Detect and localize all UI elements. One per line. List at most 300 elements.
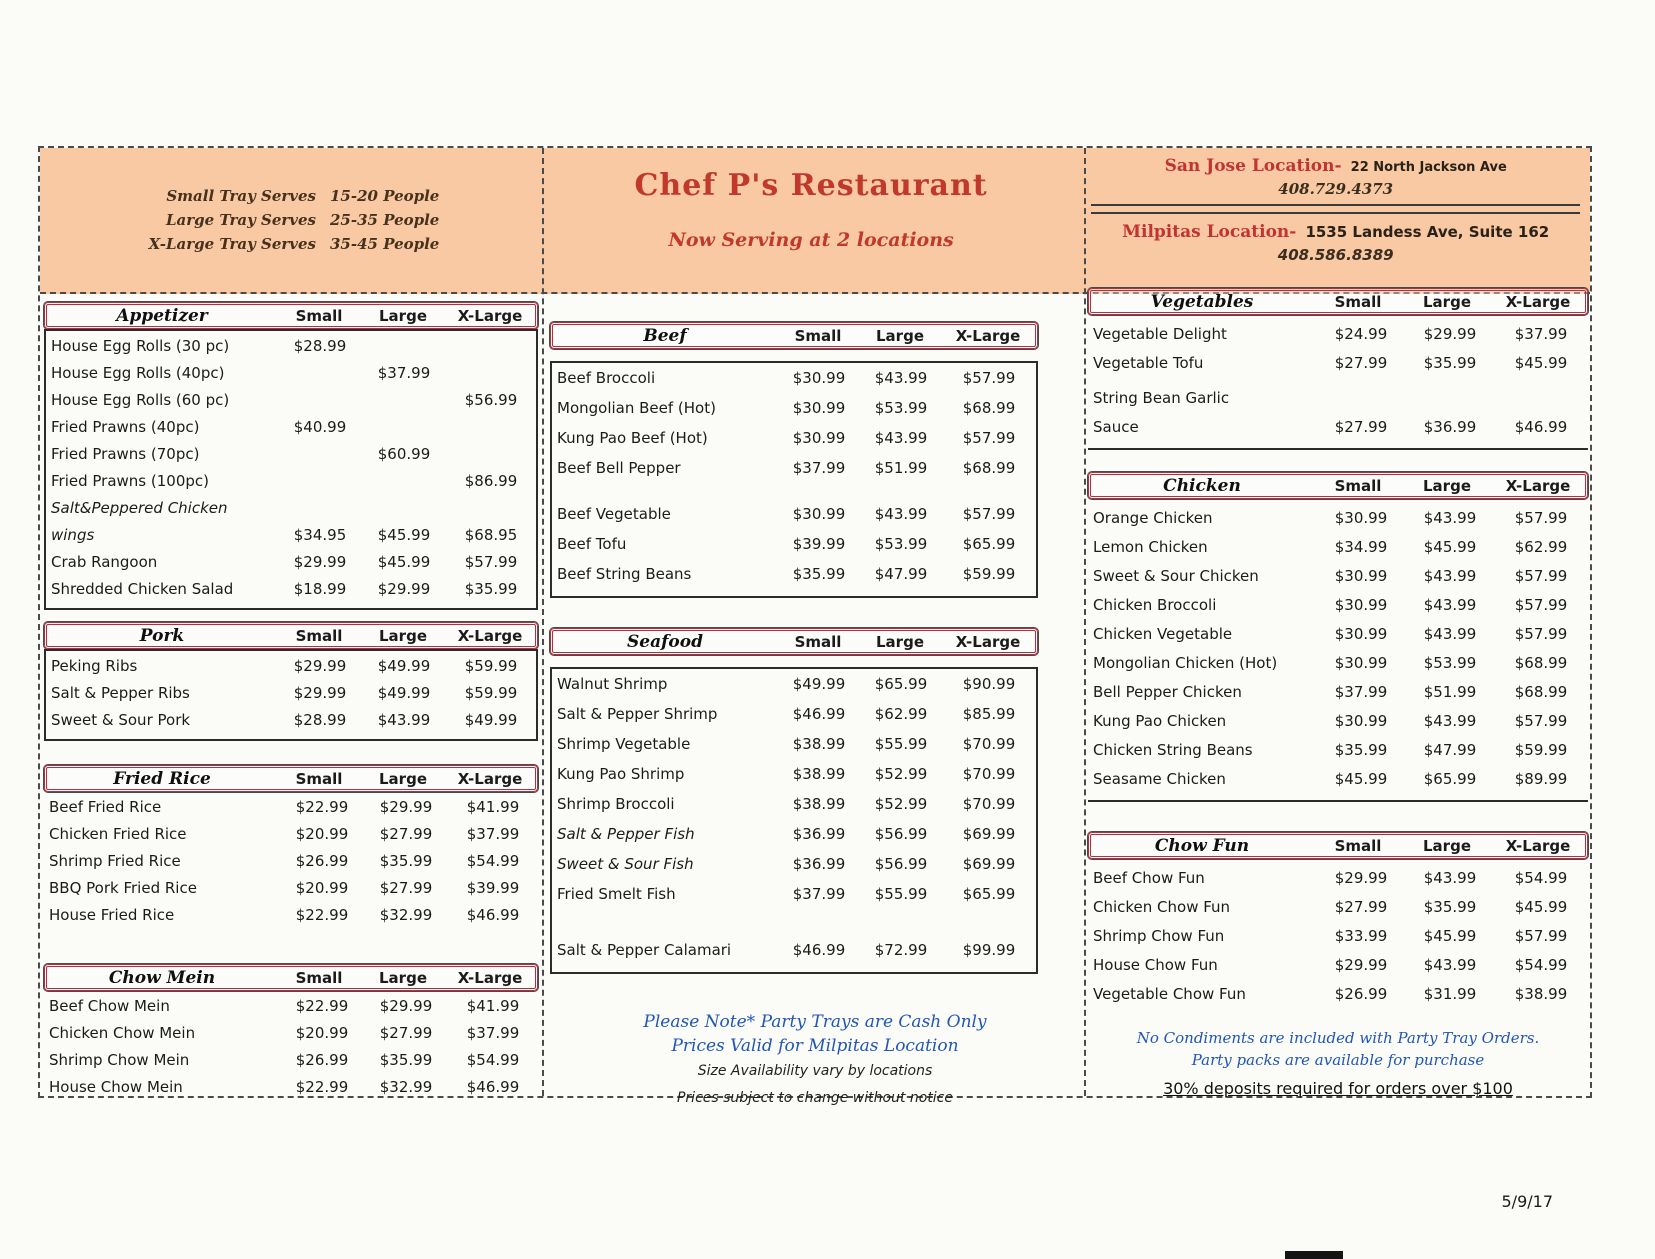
- menu-item-row: [46, 469, 536, 496]
- location-line: [1081, 156, 1590, 176]
- item-name: Sweet & Sour Pork: [51, 711, 191, 729]
- item-price: $40.99: [293, 418, 347, 436]
- price-column-header: Large: [876, 326, 924, 345]
- menu-item-row: [46, 708, 536, 735]
- item-price: $18.99: [293, 580, 347, 598]
- item-price: $60.99: [377, 445, 431, 463]
- item-price: $27.99: [379, 1024, 433, 1042]
- menu-item-row: [552, 502, 1036, 532]
- menu-item-row: [44, 795, 538, 822]
- section-title: Beef: [643, 325, 687, 346]
- item-price: $37.99: [792, 459, 846, 477]
- item-price: $43.99: [1423, 596, 1477, 614]
- item-name: Crab Rangoon: [51, 553, 158, 571]
- section-title: Seafood: [627, 631, 703, 652]
- section-items: [1088, 863, 1588, 1015]
- menu-item-row: [46, 334, 536, 361]
- item-price: $37.99: [792, 885, 846, 903]
- menu-item-row: [44, 822, 538, 849]
- item-price: $20.99: [295, 879, 349, 897]
- item-name: Peking Ribs: [51, 657, 138, 675]
- item-name: Vegetable Delight: [1093, 325, 1227, 343]
- price-column-header: Small: [295, 626, 343, 645]
- item-price: $57.99: [464, 553, 518, 571]
- menu-section-pork: [44, 622, 538, 741]
- item-price: $90.99: [962, 675, 1016, 693]
- item-name: Beef Tofu: [557, 535, 627, 553]
- section-items: [44, 792, 538, 934]
- menu-item-row: [46, 654, 536, 681]
- item-name: Chicken Fried Rice: [49, 825, 187, 843]
- location-milpitas: [1081, 222, 1590, 264]
- section-header: [44, 765, 538, 792]
- menu-item-row: [44, 903, 538, 930]
- price-column-header: Large: [1423, 292, 1471, 311]
- menu-item-row: [46, 681, 536, 708]
- item-price: $36.99: [792, 855, 846, 873]
- item-price: $85.99: [962, 705, 1016, 723]
- item-price: $57.99: [962, 369, 1016, 387]
- menu-item-row: [552, 852, 1036, 882]
- tray-size-line: [106, 211, 541, 229]
- section-header: [1088, 288, 1588, 315]
- item-name: Fried Prawns (40pc): [51, 418, 200, 436]
- item-price: $70.99: [962, 735, 1016, 753]
- section-header: [550, 628, 1038, 655]
- item-price: $72.99: [874, 941, 928, 959]
- item-price: $53.99: [874, 399, 928, 417]
- note-no-condiments: No Condiments are included with Party Tray Orders.: [1136, 1029, 1540, 1047]
- menu-item-row: [46, 442, 536, 469]
- item-price: $52.99: [874, 765, 928, 783]
- menu-column-left: [44, 296, 538, 1106]
- item-name: Seasame Chicken: [1093, 770, 1226, 788]
- item-price: $57.99: [1514, 596, 1568, 614]
- menu-item-row: [44, 1075, 538, 1102]
- section-items: [550, 361, 1038, 598]
- item-price: $53.99: [874, 535, 928, 553]
- price-column-header: Large: [379, 769, 427, 788]
- item-name: Lemon Chicken: [1093, 538, 1208, 556]
- item-price: $62.99: [874, 705, 928, 723]
- item-price: $22.99: [295, 906, 349, 924]
- menu-item-row: [552, 762, 1036, 792]
- left-sections: [44, 302, 538, 1106]
- item-price: $68.99: [1514, 683, 1568, 701]
- item-price: $45.99: [1423, 538, 1477, 556]
- item-price: $35.99: [1423, 898, 1477, 916]
- price-column-header: X-Large: [457, 306, 523, 325]
- item-name: Fried Prawns (70pc): [51, 445, 200, 463]
- item-name: Shrimp Vegetable: [557, 735, 691, 753]
- item-price: $20.99: [295, 825, 349, 843]
- section-title: Chicken: [1163, 475, 1241, 496]
- menu-item-row: [44, 849, 538, 876]
- menu-item-row: [552, 938, 1036, 968]
- item-price: $35.99: [792, 565, 846, 583]
- item-price: $69.99: [962, 825, 1016, 843]
- item-price: $43.99: [1423, 712, 1477, 730]
- item-price: $56.99: [874, 855, 928, 873]
- item-price: $46.99: [792, 705, 846, 723]
- price-column-header: X-Large: [457, 626, 523, 645]
- item-price: $22.99: [295, 1078, 349, 1096]
- item-price: $57.99: [962, 505, 1016, 523]
- price-column-header: Large: [1423, 476, 1471, 495]
- item-name: House Egg Rolls (40pc): [51, 364, 225, 382]
- item-name: Kung Pao Chicken: [1093, 712, 1227, 730]
- item-price: $43.99: [1423, 625, 1477, 643]
- price-column-header: Large: [379, 968, 427, 987]
- item-name: Beef Fried Rice: [49, 798, 162, 816]
- item-name: BBQ Pork Fried Rice: [49, 879, 197, 897]
- item-price: $49.99: [464, 711, 518, 729]
- section-title: Fried Rice: [113, 768, 211, 789]
- restaurant-tagline: Now Serving at 2 locations: [668, 229, 954, 251]
- right-sections: [1088, 288, 1588, 1015]
- menu-item-row: [552, 366, 1036, 396]
- item-price: $30.99: [1334, 712, 1388, 730]
- item-price: $29.99: [379, 798, 433, 816]
- item-price: $62.99: [1514, 538, 1568, 556]
- item-price: $37.99: [1514, 325, 1568, 343]
- item-name: Shrimp Chow Mein: [49, 1051, 190, 1069]
- section-title: Chow Fun: [1154, 835, 1250, 856]
- item-price: $26.99: [1334, 985, 1388, 1003]
- item-name: Chicken Broccoli: [1093, 596, 1217, 614]
- item-price: $59.99: [464, 684, 518, 702]
- section-header: [1088, 472, 1588, 499]
- menu-item-row: [1088, 895, 1588, 924]
- item-price: $45.99: [1514, 354, 1568, 372]
- item-price: $69.99: [962, 855, 1016, 873]
- item-name: Beef Bell Pepper: [557, 459, 681, 477]
- item-price: $22.99: [295, 997, 349, 1015]
- item-name: Fried Prawns (100pc): [51, 472, 209, 490]
- item-price: $30.99: [1334, 625, 1388, 643]
- item-price: $27.99: [379, 825, 433, 843]
- right-notes: [1088, 1027, 1588, 1098]
- price-column-header: Small: [295, 306, 343, 325]
- item-name: Chicken Chow Mein: [49, 1024, 196, 1042]
- item-price: $31.99: [1423, 985, 1477, 1003]
- item-price: $41.99: [466, 798, 520, 816]
- item-price: $47.99: [1423, 741, 1477, 759]
- tray-size-value: 25-35 People: [330, 211, 440, 229]
- item-price: $29.99: [1423, 325, 1477, 343]
- menu-item-row: [1088, 386, 1588, 415]
- item-price: $46.99: [1514, 418, 1568, 436]
- item-price: $46.99: [466, 906, 520, 924]
- item-name: Walnut Shrimp: [557, 675, 668, 693]
- locations-panel: [1081, 148, 1590, 292]
- item-name: Kung Pao Beef (Hot): [557, 429, 708, 447]
- item-price: $30.99: [792, 505, 846, 523]
- tray-size-label: X-Large Tray Serves: [148, 235, 316, 253]
- item-price: $68.99: [962, 399, 1016, 417]
- item-name: House Egg Rolls (30 pc): [51, 337, 230, 355]
- location-name: Milpitas Location-: [1122, 222, 1297, 242]
- price-column-header: Small: [1334, 476, 1382, 495]
- item-price: $46.99: [792, 941, 846, 959]
- item-name: Vegetable Chow Fun: [1093, 985, 1246, 1003]
- item-price: $28.99: [293, 337, 347, 355]
- item-price: $45.99: [1423, 927, 1477, 945]
- tray-serves-panel: [40, 148, 541, 292]
- item-name: Salt&Peppered Chicken: [51, 499, 228, 517]
- item-price: $30.99: [1334, 654, 1388, 672]
- note-price-change: Prices subject to change without notice: [676, 1090, 954, 1106]
- menu-item-row: [46, 523, 536, 550]
- item-price: $37.99: [466, 1024, 520, 1042]
- menu-section-beef: [550, 322, 1038, 598]
- menu-item-row: [1088, 564, 1588, 593]
- item-price: $29.99: [293, 553, 347, 571]
- item-price: $29.99: [1334, 869, 1388, 887]
- note-availability: Size Availability vary by locations: [697, 1063, 933, 1079]
- item-price: $54.99: [466, 852, 520, 870]
- price-column-header: X-Large: [1505, 476, 1571, 495]
- item-price: $43.99: [874, 429, 928, 447]
- menu-item-row: [1088, 738, 1588, 767]
- section-items: [1088, 503, 1588, 802]
- note-party-packs: Party packs are available for purchase: [1191, 1051, 1485, 1069]
- item-price: $37.99: [466, 825, 520, 843]
- item-price: $26.99: [295, 1051, 349, 1069]
- item-price: $29.99: [379, 997, 433, 1015]
- item-price: $30.99: [792, 369, 846, 387]
- menu-item-row: [552, 532, 1036, 562]
- item-price: $99.99: [962, 941, 1016, 959]
- section-items: [44, 649, 538, 741]
- price-column-header: Large: [379, 306, 427, 325]
- price-column-header: X-Large: [457, 968, 523, 987]
- tray-size-line: [106, 235, 541, 253]
- menu-section-chicken: [1088, 472, 1588, 802]
- item-name: wings: [51, 526, 95, 544]
- item-name: Beef Broccoli: [557, 369, 656, 387]
- section-header: [550, 322, 1038, 349]
- menu-item-row: [1088, 953, 1588, 982]
- item-name: Salt & Pepper Fish: [557, 825, 695, 843]
- item-price: $35.99: [464, 580, 518, 598]
- item-price: $29.99: [1334, 956, 1388, 974]
- location-address: 1535 Landess Ave, Suite 162: [1305, 223, 1550, 241]
- menu-section-chow-mein: [44, 964, 538, 1106]
- item-price: $49.99: [377, 684, 431, 702]
- item-price: $36.99: [1423, 418, 1477, 436]
- item-price: $57.99: [1514, 567, 1568, 585]
- item-price: $30.99: [1334, 509, 1388, 527]
- menu-item-row: [44, 994, 538, 1021]
- item-price: $32.99: [379, 1078, 433, 1096]
- item-price: $56.99: [464, 391, 518, 409]
- item-price: $45.99: [1514, 898, 1568, 916]
- item-name: Bell Pepper Chicken: [1093, 683, 1242, 701]
- section-header: [44, 622, 538, 649]
- item-price: $57.99: [1514, 625, 1568, 643]
- location-phone: 408.729.4373: [1278, 180, 1394, 198]
- tray-size-value: 15-20 People: [330, 187, 440, 205]
- item-price: $29.99: [293, 657, 347, 675]
- menu-item-row: [552, 702, 1036, 732]
- menu-date: 5/9/17: [1501, 1192, 1553, 1211]
- item-price: $49.99: [377, 657, 431, 675]
- menu-section-chow-fun: [1088, 832, 1588, 1015]
- menu-item-row: [552, 882, 1036, 912]
- tray-size-label: Large Tray Serves: [165, 211, 316, 229]
- item-name: Salt & Pepper Shrimp: [557, 705, 718, 723]
- item-price: $34.99: [1334, 538, 1388, 556]
- item-price: $32.99: [379, 906, 433, 924]
- item-price: $27.99: [379, 879, 433, 897]
- item-price: $37.99: [377, 364, 431, 382]
- item-price: $35.99: [1423, 354, 1477, 372]
- item-price: $56.99: [874, 825, 928, 843]
- item-price: $65.99: [874, 675, 928, 693]
- tray-size-label: Small Tray Serves: [166, 187, 316, 205]
- item-price: $49.99: [792, 675, 846, 693]
- item-price: $43.99: [1423, 869, 1477, 887]
- menu-item-row: [46, 577, 536, 604]
- menu-section-appetizer: [44, 302, 538, 610]
- item-name: Salt & Pepper Calamari: [557, 941, 732, 959]
- item-name: Sweet & Sour Fish: [557, 855, 694, 873]
- price-column-header: Large: [876, 632, 924, 651]
- item-price: $43.99: [1423, 509, 1477, 527]
- item-price: $38.99: [792, 795, 846, 813]
- item-price: $70.99: [962, 765, 1016, 783]
- menu-item-row: [46, 415, 536, 442]
- item-price: $30.99: [792, 429, 846, 447]
- row-spacer: [552, 912, 1036, 938]
- scan-artifact: [1285, 1251, 1343, 1259]
- price-column-header: Small: [794, 326, 842, 345]
- restaurant-title-panel: [541, 148, 1082, 292]
- menu-item-row: [44, 1021, 538, 1048]
- item-price: $65.99: [962, 535, 1016, 553]
- center-notes: [548, 1010, 1082, 1112]
- menu-item-row: [46, 361, 536, 388]
- item-name: Shredded Chicken Salad: [51, 580, 234, 598]
- price-column-header: X-Large: [1505, 836, 1571, 855]
- item-name: Orange Chicken: [1093, 509, 1213, 527]
- price-column-header: X-Large: [457, 769, 523, 788]
- menu-section-seafood: [550, 628, 1038, 974]
- item-name: House Chow Fun: [1093, 956, 1218, 974]
- item-price: $43.99: [1423, 567, 1477, 585]
- section-header: [44, 964, 538, 991]
- menu-item-row: [552, 456, 1036, 486]
- column-divider: [542, 148, 544, 1096]
- restaurant-name: Chef P's Restaurant: [634, 168, 988, 203]
- menu-item-row: [1088, 535, 1588, 564]
- tray-size-line: [106, 187, 541, 205]
- item-price: $30.99: [1334, 596, 1388, 614]
- menu-item-row: [44, 876, 538, 903]
- item-name: Vegetable Tofu: [1093, 354, 1204, 372]
- item-price: $68.95: [464, 526, 518, 544]
- item-price: $35.99: [379, 1051, 433, 1069]
- menu-item-row: [1088, 651, 1588, 680]
- item-price: $38.99: [792, 765, 846, 783]
- menu-item-row: [1088, 351, 1588, 380]
- location-line: [1081, 222, 1590, 242]
- party-tray-menu: [38, 146, 1592, 1106]
- menu-item-row: [552, 562, 1036, 592]
- item-price: $20.99: [295, 1024, 349, 1042]
- menu-item-row: [552, 396, 1036, 426]
- menu-item-row: [552, 426, 1036, 456]
- column-divider: [1084, 148, 1086, 1096]
- item-price: $43.99: [874, 505, 928, 523]
- item-price: $52.99: [874, 795, 928, 813]
- item-price: $59.99: [962, 565, 1016, 583]
- item-price: $36.99: [792, 825, 846, 843]
- price-column-header: Small: [295, 769, 343, 788]
- item-name: Chicken String Beans: [1093, 741, 1253, 759]
- item-price: $35.99: [379, 852, 433, 870]
- item-price: $54.99: [466, 1051, 520, 1069]
- item-name: Shrimp Fried Rice: [49, 852, 181, 870]
- menu-item-row: [1088, 924, 1588, 953]
- item-price: $41.99: [466, 997, 520, 1015]
- price-column-header: Small: [1334, 836, 1382, 855]
- item-name: Fried Smelt Fish: [557, 885, 676, 903]
- item-price: $47.99: [874, 565, 928, 583]
- item-price: $43.99: [874, 369, 928, 387]
- menu-item-row: [552, 672, 1036, 702]
- item-name: Beef Chow Mein: [49, 997, 170, 1015]
- item-price: $89.99: [1514, 770, 1568, 788]
- menu-item-row: [1088, 322, 1588, 351]
- tray-size-value: 35-45 People: [330, 235, 440, 253]
- item-price: $57.99: [1514, 509, 1568, 527]
- item-price: $38.99: [1514, 985, 1568, 1003]
- item-price: $38.99: [792, 735, 846, 753]
- section-items: [44, 329, 538, 610]
- item-price: $45.99: [377, 553, 431, 571]
- price-column-header: Small: [295, 968, 343, 987]
- menu-item-row: [1088, 593, 1588, 622]
- menu-item-row: [552, 822, 1036, 852]
- middle-sections: [548, 322, 1082, 974]
- item-price: $68.99: [962, 459, 1016, 477]
- price-column-header: X-Large: [955, 632, 1021, 651]
- menu-item-row: [1088, 982, 1588, 1011]
- price-column-header: Small: [1334, 292, 1382, 311]
- item-name: House Egg Rolls (60 pc): [51, 391, 230, 409]
- price-column-header: X-Large: [955, 326, 1021, 345]
- price-column-header: Small: [794, 632, 842, 651]
- menu-item-row: [552, 732, 1036, 762]
- item-price: $65.99: [962, 885, 1016, 903]
- note-prices-valid: Prices Valid for Milpitas Location: [671, 1036, 959, 1056]
- item-price: $86.99: [464, 472, 518, 490]
- item-price: $37.99: [1334, 683, 1388, 701]
- item-name: Mongolian Beef (Hot): [557, 399, 716, 417]
- locations-divider: [1091, 204, 1580, 214]
- menu-item-row: [46, 550, 536, 577]
- location-name: San Jose Location-: [1164, 156, 1342, 176]
- item-price: $43.99: [377, 711, 431, 729]
- item-price: $45.99: [377, 526, 431, 544]
- item-price: $33.99: [1334, 927, 1388, 945]
- item-price: $55.99: [874, 735, 928, 753]
- menu-item-row: [1088, 506, 1588, 535]
- item-price: $29.99: [293, 684, 347, 702]
- item-name: Chicken Vegetable: [1093, 625, 1233, 643]
